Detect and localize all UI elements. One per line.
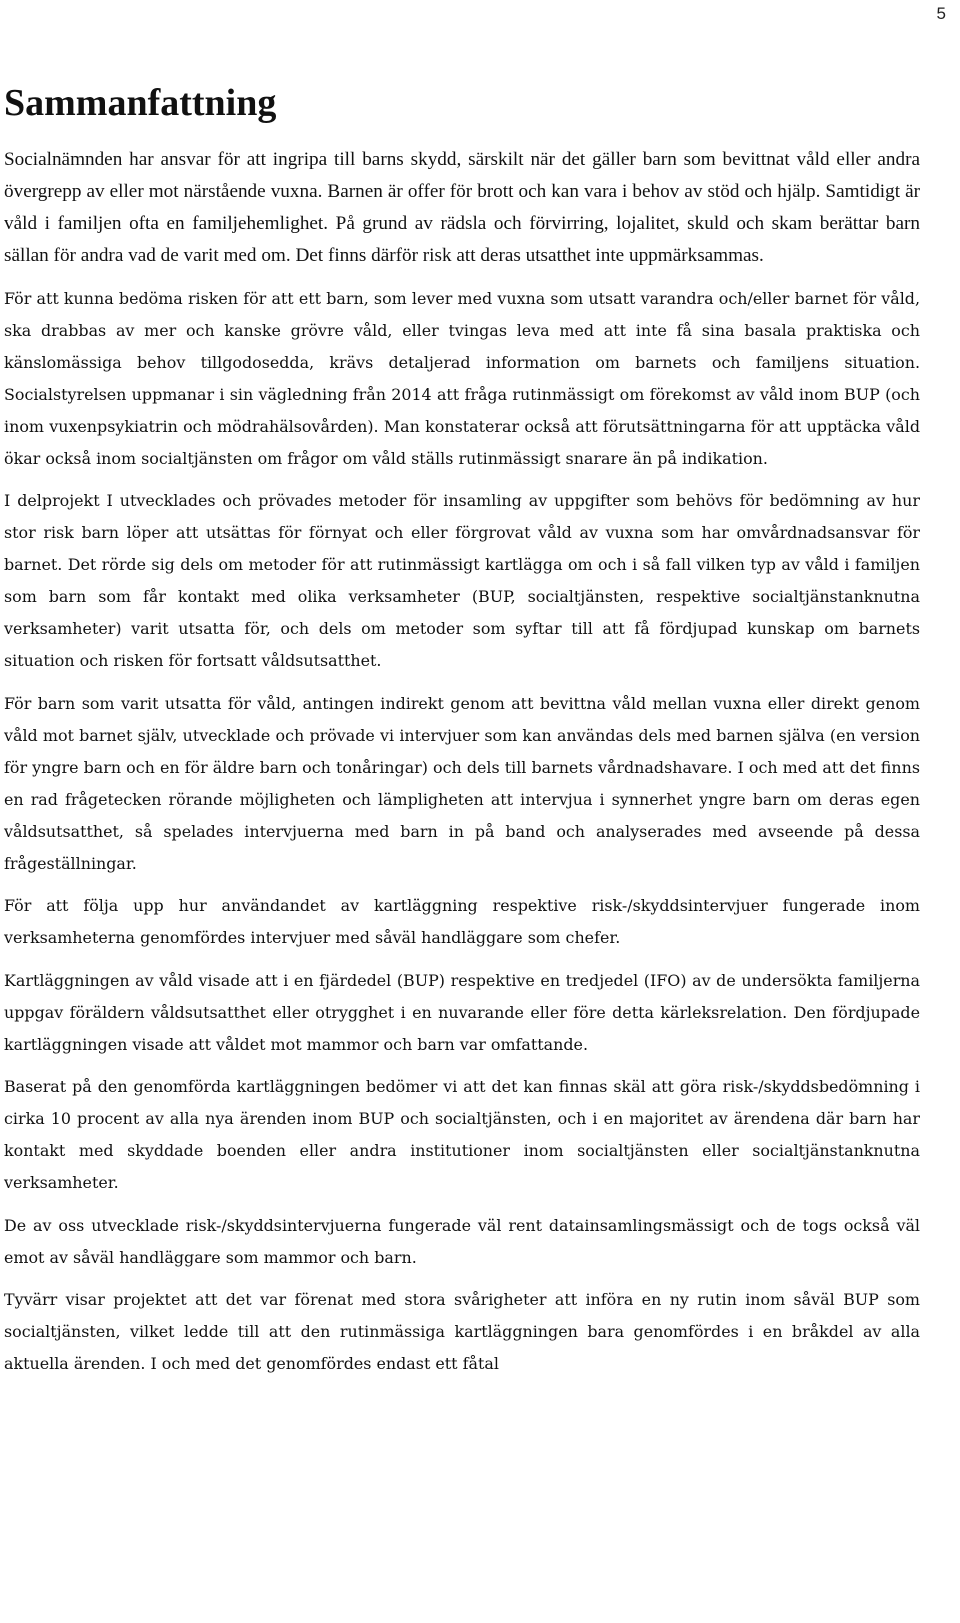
paragraph-assessment-share: Baserat på den genomförda kartläggningen bedömer vi att det kan finnas skäl att göra risk-/skyddsbedömning i cirka 10 procent av alla nya ärenden inom BUP och socialtjänsten, och i en majoritet av ärendena där barn har kontakt med skyddade boenden eller andra institutioner inom socialtjänsten eller socialtjänstanknutna verksamheter. bbox=[4, 1077, 920, 1192]
paragraph-follow-up: För att följa upp hur användandet av kartläggning respektive risk-/skyddsintervjuer fungerade inom verksamheterna genomfördes intervjuer med såväl handläggare som chefer. bbox=[4, 896, 920, 947]
paragraph-mapping-results: Kartläggningen av våld visade att i en fjärdedel (BUP) respektive en tredjedel (IFO) av de undersökta familjerna uppgav föräldern våldsutsatthet eller otrygghet i en nuvarande eller före detta kärleksrelation. Den fördjupade kartläggningen visade att våldet mot mammor och barn var omfattande. bbox=[4, 970, 920, 1054]
paragraph-risk-assessment: För att kunna bedöma risken för att ett barn, som lever med vuxna som utsatt varandra och/eller barnet för våld, ska drabbas av mer och kanske grövre våld, eller tvingas leva med att inte få sina basala praktiska och känslomässiga behov tillgodosedda, krävs detaljerad information om barnets och familjens situation. Socialstyrelsen uppmanar i sin vägledning från 2014 att fråga rutinmässigt om förekomst av våld inom BUP (och inom vuxenpsykiatrin och mödrahälsovården). Man konstaterar också att förutsättningarna för att upptäcka våld ökar också inom socialtjänsten om frågor om våld ställs rutinmässigt snarare än på indikation. bbox=[4, 288, 920, 468]
page-title: Sammanfattning bbox=[4, 82, 277, 124]
paragraph-implementation-difficulties: Tyvärr visar projektet att det var förenat med stora svårigheter att införa en ny rutin inom såväl BUP som socialtjänsten, vilket ledde till att den rutinmässiga kartläggningen bara genomfördes i en bråkdel av alla aktuella ärenden. I och med det genomfördes endast ett fåtal bbox=[4, 1290, 920, 1373]
page-number: 5 bbox=[936, 4, 946, 23]
paragraph-child-interviews: För barn som varit utsatta för våld, antingen indirekt genom att bevittna våld mellan vuxna eller direkt genom våld mot barnet själv, utvecklade och prövade vi intervjuer som kan användas dels med barnen själva (en version för yngre barn och en för äldre barn och tonåringar) och dels till barnets vårdnadshavare. I och med att det finns en rad frågetecken rörande möjligheten och lämpligheten att intervjua i synnerhet yngre barn om deras egen våldsutsatthet, så spelades intervjuerna med barn in på band och analyserades med avseende på dessa frågeställningar. bbox=[4, 693, 920, 873]
paragraph-subproject-one: I delprojekt I utvecklades och prövades metoder för insamling av uppgifter som behövs för bedömning av hur stor risk barn löper att utsättas för förnyat och eller förgrovat våld av vuxna som har omvårdnadsansvar för barnet. Det rörde sig dels om metoder för att rutinmässigt kartlägga om och i så fall vilken typ av våld i familjen som barn som får kontakt med olika verksamheter (BUP, socialtjänsten, respektive socialtjänstanknutna verksamheter) varit utsatta för, och dels om metoder som syftar till att få fördjupad kunskap om barnets situation och risken för fortsatt våldsutsatthet. bbox=[4, 491, 920, 670]
document-body bbox=[4, 80, 920, 1391]
paragraph-interview-reception: De av oss utvecklade risk-/skyddsintervjuerna fungerade väl rent datainsamlingsmässigt och de togs också väl emot av såväl handläggare som mammor och barn. bbox=[4, 1215, 920, 1267]
paragraph-intro: Socialnämnden har ansvar för att ingripa till barns skydd, särskilt när det gäller barn som bevittnat våld eller andra övergrepp av eller mot närstående vuxna. Barnen är offer för brott och kan vara i behov av stöd och hjälp. Samtidigt är våld i familjen ofta en familjehemlighet. På grund av rädsla och förvirring, lojalitet, skuld och skam berättar barn sällan för andra vad de varit med om. Det finns därför risk att deras utsatthet inte uppmärksammas. bbox=[4, 149, 920, 266]
